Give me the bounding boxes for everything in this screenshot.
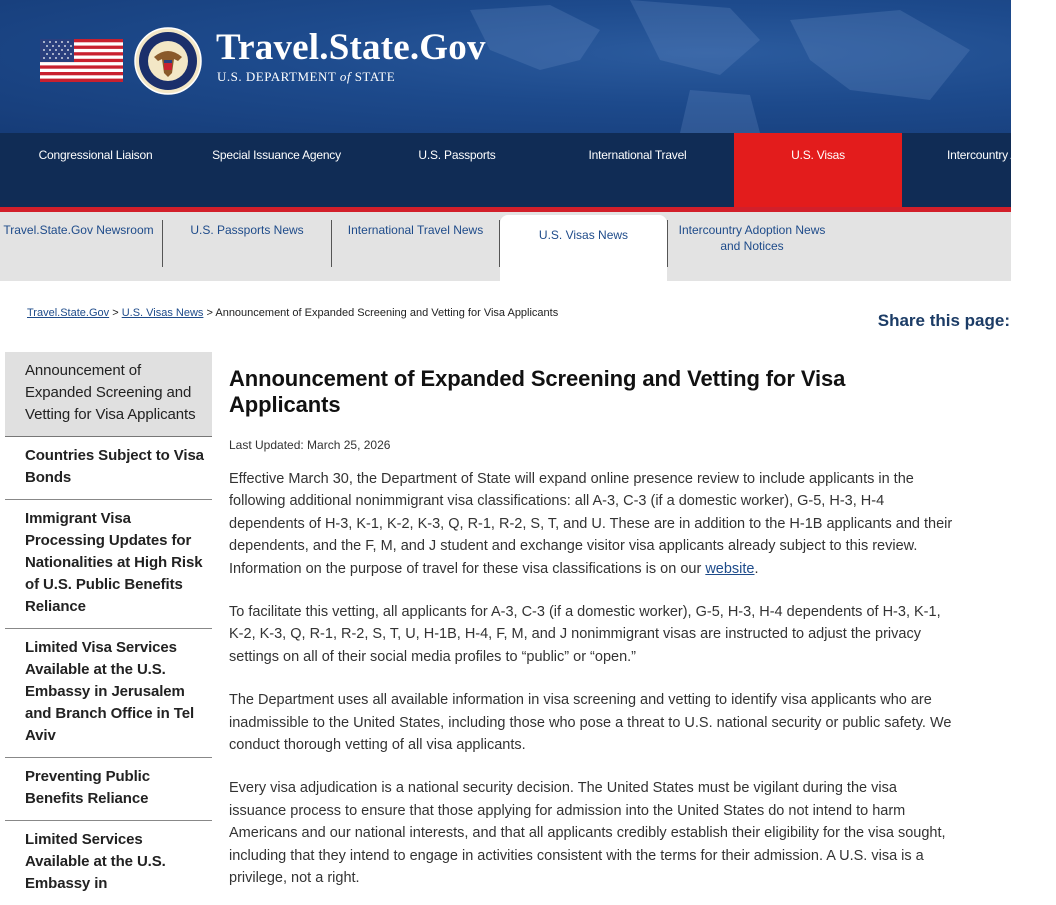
active-tab-background	[500, 215, 667, 281]
us-flag-icon	[40, 39, 123, 82]
department-seal-icon	[134, 27, 202, 95]
breadcrumb	[27, 307, 558, 319]
website-link[interactable]: website	[705, 560, 755, 577]
breadcrumb-section-link[interactable]: U.S. Visas News	[121, 307, 204, 319]
page-title: Announcement of Expanded Screening and Vetting for Visa Applicants	[229, 366, 846, 417]
nav-us-visas[interactable]: U.S. Visas	[734, 133, 902, 207]
main-navigation	[0, 133, 1056, 207]
site-header	[0, 0, 1011, 133]
nav-special-issuance-agency[interactable]: Special Issuance Agency	[212, 148, 341, 162]
breadcrumb-separator: >	[112, 307, 119, 319]
sub-navigation	[0, 212, 1011, 281]
sidebar	[5, 352, 212, 905]
article	[229, 366, 954, 890]
nav-international-travel[interactable]: International Travel	[588, 148, 687, 162]
world-map-background	[430, 0, 1030, 133]
site-subtitle: U.S. DEPARTMENT of STATE	[217, 69, 396, 84]
sidebar-item-immigrant-visa-processing[interactable]: Immigrant Visa Processing Updates for Nationalities at High Risk of U.S. Public Benefits Reliance	[5, 500, 212, 629]
breadcrumb-home-link[interactable]: Travel.State.Gov	[27, 307, 110, 319]
sidebar-item-visa-bonds[interactable]: Countries Subject to Visa Bonds	[5, 437, 212, 500]
subnav-newsroom[interactable]: Travel.State.Gov Newsroom	[3, 223, 154, 237]
share-this-page-label: Share this page:	[877, 311, 1010, 330]
breadcrumb-separator: >	[206, 307, 213, 319]
subnav-international-travel-news[interactable]: International Travel News	[347, 223, 484, 237]
sidebar-item-limited-services[interactable]: Limited Services Available at the U.S. Embassy in	[25, 831, 166, 892]
article-paragraph: Effective March 30, the Department of State will expand online presence review to include applicants in the following additional nonimmigrant visa classifications: all A-3, C-3 (if a domestic worker), G-5, H-3, H-4 dependents of H-3, K-1, K-2, K-3, Q, R-1, R-2, S, T, and U. These are in addition to the H-1B applicants and their dependents, and the F, M, and J student and exchange visitor visa applicants already subject to this review. Information on the purpose of travel for these visa classifications is on our website.	[229, 471, 953, 577]
sidebar-item-expanded-screening[interactable]: Announcement of Expanded Screening and Vetting for Visa Applicants	[5, 352, 212, 437]
nav-intercountry-adoption[interactable]: Intercountry Adoption	[947, 148, 1056, 162]
article-paragraph: To facilitate this vetting, all applicants for A-3, C-3 (if a domestic worker), G-5, H-3, H-4 dependents of H-3, K-1, K-2, K-3, Q, R-1, R-2, S, T, U, H-1B, H-4, F, M, and J nonimmigrant visas are instructed to adjust the privacy settings on all of their social media profiles to “public” or “open.”	[229, 604, 941, 665]
subnav-passports-news[interactable]: U.S. Passports News	[190, 223, 304, 237]
sidebar-item-public-benefits[interactable]: Preventing Public Benefits Reliance	[5, 758, 212, 821]
nav-congressional-liaison[interactable]: Congressional Liaison	[38, 148, 153, 162]
nav-us-passports[interactable]: U.S. Passports	[418, 148, 496, 162]
article-paragraph: The Department uses all available information in visa screening and vetting to identify visa applicants who are inadmissible to the United States, including those who pose a threat to U.S. national security or public safety. We conduct thorough vetting of all visa applicants.	[229, 692, 952, 754]
subnav-adoption-news[interactable]: Intercountry Adoption News and Notices	[678, 223, 826, 253]
subnav-visas-news[interactable]: U.S. Visas News	[538, 228, 629, 242]
sidebar-item-jerusalem-services[interactable]: Limited Visa Services Available at the U.S. Embassy in Jerusalem and Branch Office in Tel Aviv	[5, 629, 212, 758]
breadcrumb-current: Announcement of Expanded Screening and Vetting for Visa Applicants	[215, 307, 559, 319]
article-paragraph: Every visa adjudication is a national security decision. The United States must be vigilant during the visa issuance process to ensure that those applying for admission into the United States do not intend to harm Americans and our national interests, and that all applicants credibly establish their eligibility for the visa sought, including that they intend to engage in activities consistent with the terms for their admission. A U.S. visa is a privilege, not a right.	[229, 780, 946, 887]
subnav-divider	[667, 220, 668, 267]
site-title[interactable]: Travel.State.Gov	[216, 27, 486, 68]
last-updated: Last Updated: March 25, 2026	[229, 438, 391, 452]
